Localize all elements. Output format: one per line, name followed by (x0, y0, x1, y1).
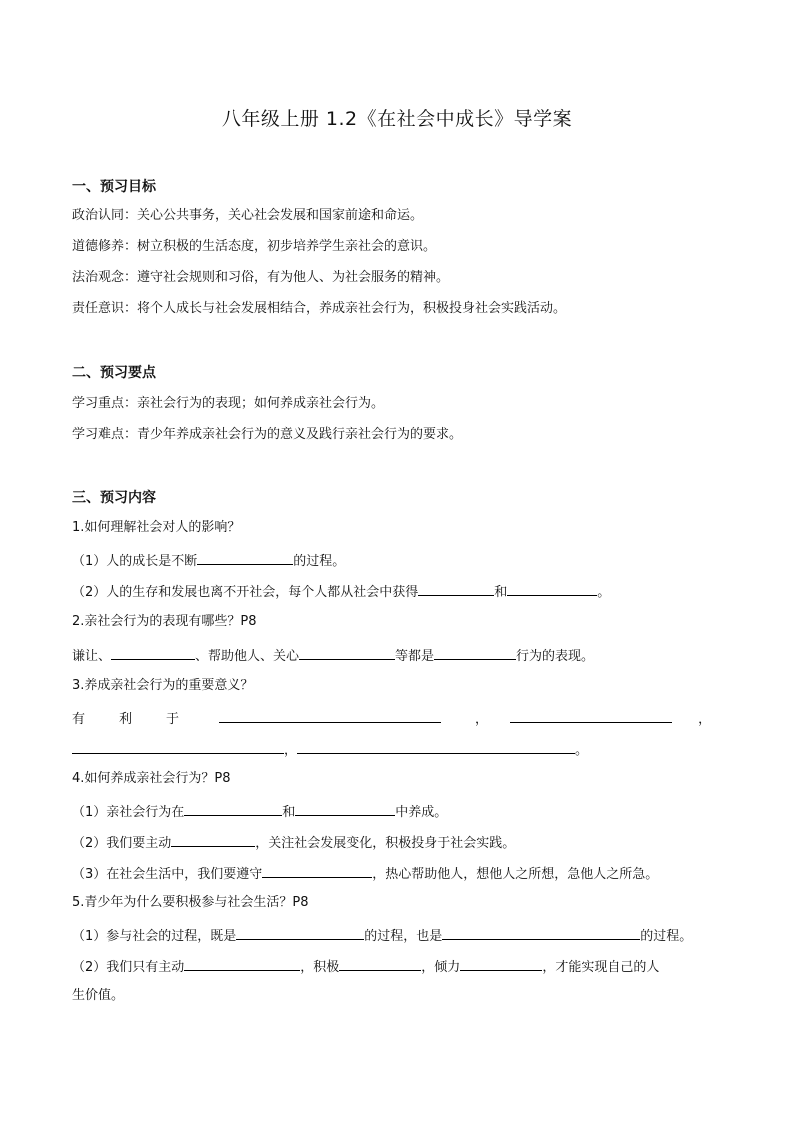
blank-field[interactable] (460, 956, 542, 971)
question-4-part-2: （2）我们要主动 ，关注社会发展变化，积极投身于社会实践。 (72, 832, 515, 853)
blank-field[interactable] (299, 645, 395, 660)
question-4: 4.如何养成亲社会行为？P8 (72, 771, 231, 786)
blank-field[interactable] (510, 708, 672, 723)
question-5: 5.青少年为什么要积极参与社会生活？P8 (72, 895, 309, 910)
objective-moral: 道德修养：树立积极的生活态度，初步培养学生亲社会的意识。 (72, 239, 437, 254)
question-1-part-2: （2）人的生存和发展也离不开社会，每个人都从社会中获得 和 。 (72, 581, 610, 602)
question-5-part-2: （2）我们只有主动 ，积极 ，倾力 ，才能实现自己的人 (72, 956, 659, 977)
question-3: 3.养成亲社会行为的重要意义？ (72, 678, 254, 693)
question-3-answer-line-1: 有 利 于 ， ， (72, 708, 711, 729)
keypoint-difficulty: 学习难点：青少年养成亲社会行为的意义及践行亲社会行为的要求。 (72, 427, 463, 442)
blank-field[interactable] (219, 708, 441, 723)
blank-field[interactable] (262, 863, 372, 878)
blank-field[interactable] (442, 925, 640, 940)
question-3-answer-line-2: ， 。 (72, 739, 588, 760)
blank-field[interactable] (111, 645, 195, 660)
section-heading-content: 三、预习内容 (72, 490, 156, 506)
page-title: 八年级上册 1.2《在社会中成长》导学案 (221, 108, 573, 130)
blank-field[interactable] (339, 956, 421, 971)
objective-political: 政治认同：关心公共事务，关心社会发展和国家前途和命运。 (72, 208, 424, 223)
keypoint-focus: 学习重点：亲社会行为的表现；如何养成亲社会行为。 (72, 396, 385, 411)
blank-field[interactable] (295, 801, 395, 816)
question-4-part-3: （3）在社会生活中，我们要遵守 ，热心帮助他人，想他人之所想，急他人之所急。 (72, 863, 658, 884)
blank-field[interactable] (507, 581, 597, 596)
question-5-part-2-continued: 生价值。 (72, 988, 125, 1003)
blank-field[interactable] (184, 801, 282, 816)
blank-field[interactable] (236, 925, 364, 940)
blank-field[interactable] (297, 739, 575, 754)
objective-responsibility: 责任意识：将个人成长与社会发展相结合，养成亲社会行为，积极投身社会实践活动。 (72, 301, 567, 316)
objective-law: 法治观念：遵守社会规则和习俗，有为他人、为社会服务的精神。 (72, 270, 450, 285)
question-2: 2.亲社会行为的表现有哪些？P8 (72, 614, 257, 629)
blank-field[interactable] (184, 956, 300, 971)
section-heading-keypoints: 二、预习要点 (72, 365, 156, 381)
question-1-part-1: （1）人的成长是不断 的过程。 (72, 550, 345, 571)
question-2-answer: 谦让、 、帮助他人、关心 等都是 行为的表现。 (72, 645, 594, 666)
section-heading-objectives: 一、预习目标 (72, 179, 156, 195)
blank-field[interactable] (434, 645, 516, 660)
blank-field[interactable] (197, 550, 293, 565)
blank-field[interactable] (72, 739, 284, 754)
question-1: 1.如何理解社会对人的影响？ (72, 520, 241, 535)
question-4-part-1: （1）亲社会行为在 和 中养成。 (72, 801, 447, 822)
blank-field[interactable] (171, 832, 255, 847)
question-5-part-1: （1）参与社会的过程，既是 的过程，也是 的过程。 (72, 925, 692, 946)
blank-field[interactable] (418, 581, 494, 596)
